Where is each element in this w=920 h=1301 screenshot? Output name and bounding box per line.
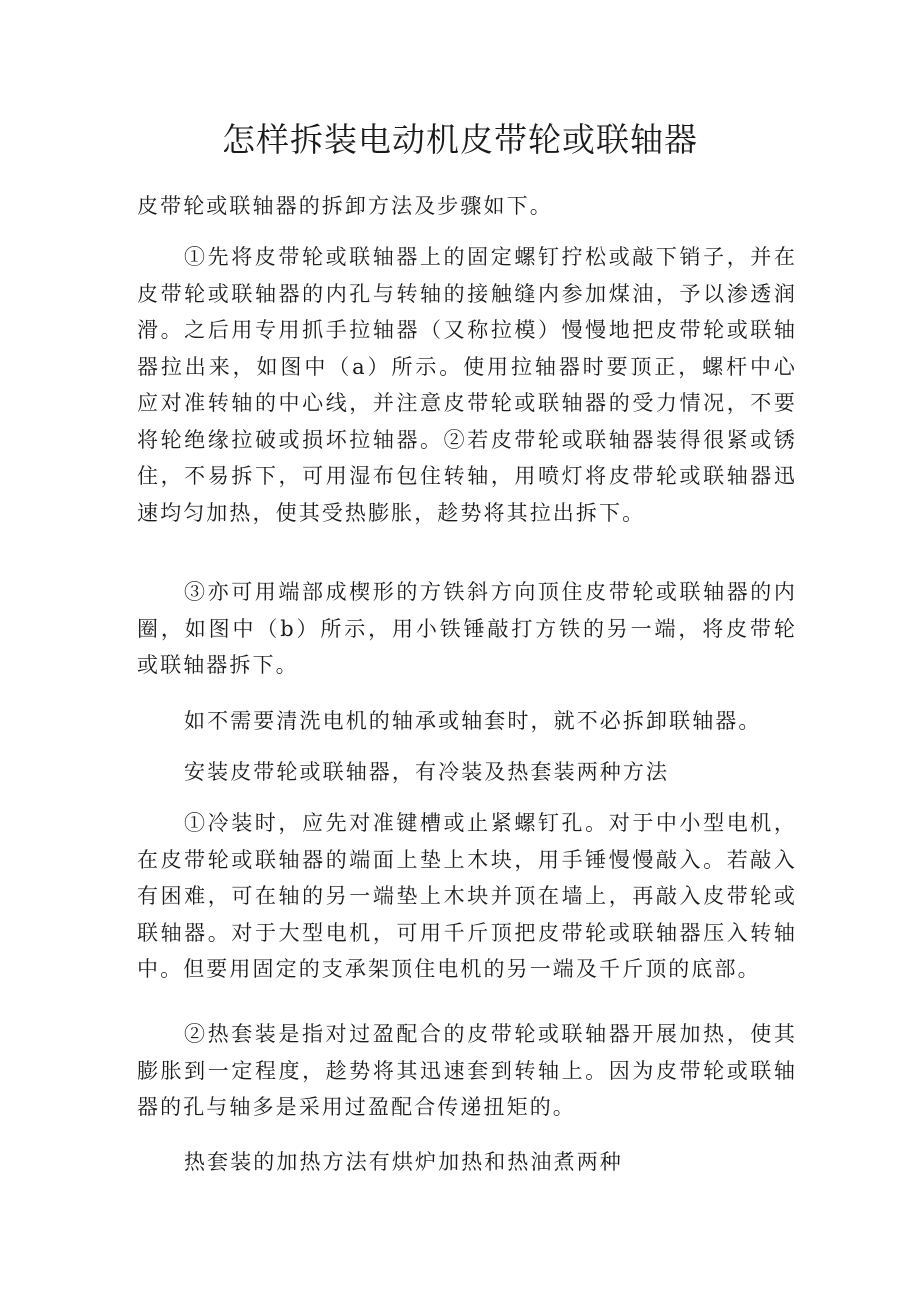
paragraph-hot-install: ②热套装是指对过盈配合的皮带轮或联轴器开展加热，使其膨胀到一定程度，趁势将其迅速套到转轴上。因为皮带轮或联轴器的孔与轴多是采用过盈配合传递扭矩的。	[137, 1022, 797, 1119]
paragraph-intro: 皮带轮或联轴器的拆卸方法及步骤如下。	[137, 194, 553, 218]
paragraph-install-methods: 安装皮带轮或联轴器，有冷装及热套装两种方法	[184, 760, 670, 784]
paragraph-wedge-method: ③亦可用端部成楔形的方铁斜方向顶住皮带轮或联轴器的内圈，如图中（b）所示，用小铁锤敲打方铁的另一端，将皮带轮或联轴器拆下。	[137, 580, 797, 677]
paragraph-removal-steps: ①先将皮带轮或联轴器上的固定螺钉拧松或敲下销子，并在皮带轮或联轴器的内孔与转轴的接触缝内参加煤油，予以渗透润滑。之后用专用抓手拉轴器（又称拉模）慢慢地把皮带轮或联轴器拉出来，如图中（a）所示。使用拉轴器时要顶正，螺杆中心应对准转轴的中心线，并注意皮带轮或联轴器的受力情况，不要将轮绝缘拉破或损坏拉轴器。②若皮带轮或联轴器装得很紧或锈住，不易拆下，可用湿布包住转轴，用喷灯将皮带轮或联轴器迅速均匀加热，使其受热膨胀，趁势将其拉出拆下。	[137, 245, 797, 525]
paragraph-cold-install: ①冷装时，应先对准键槽或止紧螺钉孔。对于中小型电机，在皮带轮或联轴器的端面上垫上木块，用手锤慢慢敲入。若敲入有困难，可在轴的另一端垫上木块并顶在墙上，再敲入皮带轮或联轴器。对于大型电机，可用千斤顶把皮带轮或联轴器压入转轴中。但要用固定的支承架顶住电机的另一端及千斤顶的底部。	[137, 811, 797, 981]
paragraph-heating-methods: 热套装的加热方法有烘炉加热和热油煮两种	[184, 1150, 623, 1174]
paragraph-no-removal-note: 如不需要清洗电机的轴承或轴套时，就不必拆卸联轴器。	[184, 709, 762, 733]
document-title: 怎样拆装电动机皮带轮或联轴器	[222, 120, 698, 159]
